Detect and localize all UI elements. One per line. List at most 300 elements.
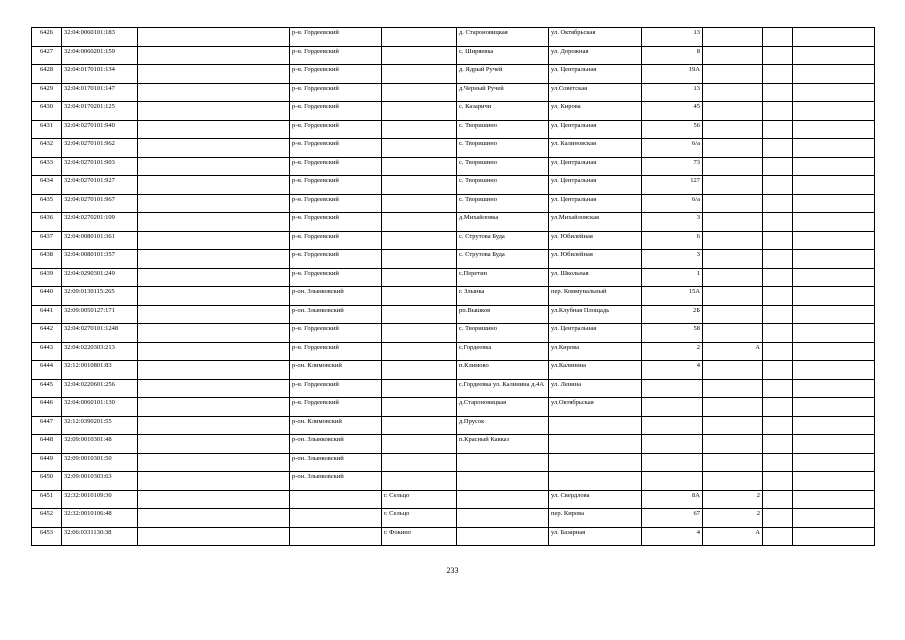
extra-cell — [763, 213, 793, 232]
house-number-cell: 13 — [642, 28, 703, 47]
locality-cell: д.Михайловка — [457, 213, 549, 232]
city-cell — [382, 361, 457, 380]
empty-cell — [793, 194, 875, 213]
extra-cell — [703, 157, 763, 176]
extra-cell — [763, 527, 793, 546]
table-row — [32, 194, 875, 213]
table-row — [32, 453, 875, 472]
row-number-cell: 6433 — [32, 157, 62, 176]
extra-cell — [763, 342, 793, 361]
cadastral-number-cell: 32:12:0390201:55 — [62, 416, 138, 435]
street-cell: ул. Центральная — [549, 194, 642, 213]
row-number-cell: 6429 — [32, 83, 62, 102]
locality-cell: с. Творишино — [457, 120, 549, 139]
house-number-cell: 1 — [642, 268, 703, 287]
cadastral-number-cell: 32:04:0060201:159 — [62, 46, 138, 65]
house-number-cell — [642, 453, 703, 472]
empty-cell — [138, 379, 290, 398]
empty-cell — [138, 102, 290, 121]
extra-cell: 2 — [703, 509, 763, 528]
empty-cell — [793, 435, 875, 454]
table-row — [32, 472, 875, 491]
empty-cell — [793, 102, 875, 121]
table-row — [32, 176, 875, 195]
empty-cell — [138, 416, 290, 435]
cadastral-number-cell: 32:04:0220601:256 — [62, 379, 138, 398]
cadastral-number-cell: 32:32:0010109:30 — [62, 490, 138, 509]
house-number-cell: 45 — [642, 102, 703, 121]
extra-cell — [703, 268, 763, 287]
house-number-cell: 2 — [642, 342, 703, 361]
empty-cell — [138, 490, 290, 509]
empty-cell — [793, 46, 875, 65]
cadastral-number-cell: 32:32:0010106:48 — [62, 509, 138, 528]
extra-cell — [703, 472, 763, 491]
street-cell: ул.Михайловская — [549, 213, 642, 232]
row-number-cell: 6446 — [32, 398, 62, 417]
city-cell — [382, 46, 457, 65]
table-row — [32, 120, 875, 139]
table-row — [32, 83, 875, 102]
locality-cell: с.Перетин — [457, 268, 549, 287]
extra-cell — [703, 416, 763, 435]
extra-cell — [703, 120, 763, 139]
table-row — [32, 509, 875, 528]
row-number-cell: 6430 — [32, 102, 62, 121]
property-register-table — [31, 27, 875, 546]
table-row — [32, 398, 875, 417]
table-row — [32, 268, 875, 287]
table-row — [32, 102, 875, 121]
empty-cell — [138, 176, 290, 195]
row-number-cell: 6431 — [32, 120, 62, 139]
empty-cell — [138, 46, 290, 65]
district-cell — [290, 490, 382, 509]
street-cell: пер. Коммунальный — [549, 287, 642, 306]
house-number-cell: 4 — [642, 527, 703, 546]
locality-cell: с. Творишино — [457, 139, 549, 158]
extra-cell — [703, 83, 763, 102]
row-number-cell: 6438 — [32, 250, 62, 269]
row-number-cell: 6436 — [32, 213, 62, 232]
cadastral-number-cell: 32:04:0270201:109 — [62, 213, 138, 232]
row-number-cell: 6447 — [32, 416, 62, 435]
empty-cell — [793, 398, 875, 417]
house-number-cell: 2Б — [642, 305, 703, 324]
house-number-cell: 3 — [642, 213, 703, 232]
street-cell: ул. Базарная — [549, 527, 642, 546]
locality-cell: с. Творишино — [457, 176, 549, 195]
district-cell: р-н. Гордеевский — [290, 157, 382, 176]
cadastral-number-cell: 32:04:0170101:147 — [62, 83, 138, 102]
table-row — [32, 379, 875, 398]
empty-cell — [138, 83, 290, 102]
district-cell: р-н. Гордеевский — [290, 28, 382, 47]
city-cell — [382, 176, 457, 195]
extra-cell — [763, 28, 793, 47]
district-cell — [290, 509, 382, 528]
house-number-cell — [642, 472, 703, 491]
street-cell — [549, 435, 642, 454]
city-cell — [382, 102, 457, 121]
empty-cell — [793, 287, 875, 306]
cadastral-number-cell: 32:09:0010301:48 — [62, 435, 138, 454]
empty-cell — [138, 305, 290, 324]
locality-cell: п.Климово — [457, 361, 549, 380]
empty-cell — [793, 472, 875, 491]
house-number-cell: 127 — [642, 176, 703, 195]
extra-cell — [763, 472, 793, 491]
empty-cell — [793, 28, 875, 47]
city-cell — [382, 231, 457, 250]
extra-cell — [763, 65, 793, 84]
extra-cell — [703, 379, 763, 398]
locality-cell: с. Творишино — [457, 324, 549, 343]
house-number-cell: 56 — [642, 120, 703, 139]
locality-cell: с. Ширяевка — [457, 46, 549, 65]
empty-cell — [793, 250, 875, 269]
extra-cell — [703, 46, 763, 65]
house-number-cell: 6/а — [642, 194, 703, 213]
cadastral-number-cell: 32:04:0170101:134 — [62, 65, 138, 84]
extra-cell — [763, 83, 793, 102]
empty-cell — [138, 268, 290, 287]
table-row — [32, 46, 875, 65]
locality-cell — [457, 490, 549, 509]
house-number-cell: 3 — [642, 250, 703, 269]
city-cell: г. Фокино — [382, 527, 457, 546]
extra-cell — [703, 65, 763, 84]
empty-cell — [138, 213, 290, 232]
empty-cell — [138, 231, 290, 250]
city-cell — [382, 65, 457, 84]
street-cell: ул.Клубная Площадь — [549, 305, 642, 324]
table-row — [32, 527, 875, 546]
district-cell: р-н. Гордеевский — [290, 194, 382, 213]
empty-cell — [138, 28, 290, 47]
locality-cell — [457, 509, 549, 528]
house-number-cell — [642, 379, 703, 398]
street-cell — [549, 472, 642, 491]
street-cell: ул.Калинина — [549, 361, 642, 380]
empty-cell — [138, 342, 290, 361]
street-cell: ул. Центральная — [549, 65, 642, 84]
cadastral-number-cell: 32:04:0270101:927 — [62, 176, 138, 195]
city-cell — [382, 416, 457, 435]
extra-cell — [703, 102, 763, 121]
district-cell: р-н. Гордеевский — [290, 83, 382, 102]
district-cell: р-н. Гордеевский — [290, 398, 382, 417]
city-cell — [382, 398, 457, 417]
locality-cell: г. Злынка — [457, 287, 549, 306]
table-row — [32, 65, 875, 84]
extra-cell — [763, 453, 793, 472]
empty-cell — [793, 231, 875, 250]
empty-cell — [793, 139, 875, 158]
city-cell: г. Сельцо — [382, 509, 457, 528]
house-number-cell: 13 — [642, 83, 703, 102]
empty-cell — [793, 305, 875, 324]
street-cell: ул. Центральная — [549, 324, 642, 343]
empty-cell — [138, 194, 290, 213]
cadastral-number-cell: 32:04:0270101:1248 — [62, 324, 138, 343]
house-number-cell: 15А — [642, 287, 703, 306]
extra-cell — [763, 139, 793, 158]
row-number-cell: 6444 — [32, 361, 62, 380]
table-row — [32, 435, 875, 454]
district-cell: р-н. Гордеевский — [290, 102, 382, 121]
table-row — [32, 416, 875, 435]
extra-cell — [703, 213, 763, 232]
district-cell: р-он. Климовский — [290, 361, 382, 380]
district-cell: р-он. Злынковский — [290, 472, 382, 491]
street-cell: ул.Кирова — [549, 342, 642, 361]
table-body — [32, 28, 875, 546]
extra-cell — [703, 139, 763, 158]
empty-cell — [138, 65, 290, 84]
extra-cell — [763, 416, 793, 435]
extra-cell — [763, 231, 793, 250]
locality-cell: с. Казаричи — [457, 102, 549, 121]
empty-cell — [793, 342, 875, 361]
empty-cell — [138, 250, 290, 269]
street-cell: ул. Октябрьская — [549, 28, 642, 47]
street-cell — [549, 453, 642, 472]
row-number-cell: 6432 — [32, 139, 62, 158]
street-cell: ул.Советская — [549, 83, 642, 102]
extra-cell — [763, 435, 793, 454]
extra-cell — [703, 453, 763, 472]
street-cell: ул.Октябрьская — [549, 398, 642, 417]
empty-cell — [793, 361, 875, 380]
empty-cell — [138, 435, 290, 454]
table-row — [32, 250, 875, 269]
house-number-cell: 8 — [642, 46, 703, 65]
cadastral-number-cell: 32:09:0130115:265 — [62, 287, 138, 306]
row-number-cell: 6428 — [32, 65, 62, 84]
district-cell: р-он. Злынковский — [290, 453, 382, 472]
locality-cell: д.Староновицкая — [457, 398, 549, 417]
extra-cell — [763, 324, 793, 343]
table-row — [32, 490, 875, 509]
row-number-cell: 6427 — [32, 46, 62, 65]
row-number-cell: 6450 — [32, 472, 62, 491]
extra-cell — [703, 305, 763, 324]
empty-cell — [138, 453, 290, 472]
house-number-cell — [642, 416, 703, 435]
empty-cell — [793, 157, 875, 176]
table-row — [32, 157, 875, 176]
city-cell — [382, 250, 457, 269]
table-row — [32, 342, 875, 361]
table-row — [32, 213, 875, 232]
empty-cell — [793, 509, 875, 528]
house-number-cell: 19А — [642, 65, 703, 84]
city-cell — [382, 139, 457, 158]
city-cell — [382, 83, 457, 102]
row-number-cell: 6442 — [32, 324, 62, 343]
extra-cell — [763, 361, 793, 380]
empty-cell — [793, 65, 875, 84]
cadastral-number-cell: 32:04:0270101:940 — [62, 120, 138, 139]
city-cell — [382, 28, 457, 47]
district-cell: р-он. Злынковский — [290, 435, 382, 454]
street-cell: пер. Кирова — [549, 509, 642, 528]
street-cell: ул. Свердлова — [549, 490, 642, 509]
empty-cell — [793, 83, 875, 102]
table-row — [32, 361, 875, 380]
street-cell — [549, 416, 642, 435]
empty-cell — [138, 509, 290, 528]
district-cell: р-н. Гордеевский — [290, 176, 382, 195]
extra-cell — [703, 361, 763, 380]
cadastral-number-cell: 32:04:0220303:213 — [62, 342, 138, 361]
extra-cell — [763, 157, 793, 176]
table-row — [32, 231, 875, 250]
street-cell: ул. Юбилейная — [549, 250, 642, 269]
cadastral-number-cell: 32:04:0290301:249 — [62, 268, 138, 287]
extra-cell — [703, 28, 763, 47]
extra-cell — [703, 398, 763, 417]
district-cell — [290, 527, 382, 546]
house-number-cell: 73 — [642, 157, 703, 176]
district-cell: р-н. Гордеевский — [290, 250, 382, 269]
extra-cell — [703, 176, 763, 195]
cadastral-number-cell: 32:04:0080101:361 — [62, 231, 138, 250]
extra-cell — [763, 250, 793, 269]
empty-cell — [138, 527, 290, 546]
empty-cell — [138, 361, 290, 380]
locality-cell — [457, 472, 549, 491]
district-cell: р-н. Гордеевский — [290, 213, 382, 232]
locality-cell: с. Творишино — [457, 157, 549, 176]
district-cell: р-он. Злынковский — [290, 287, 382, 306]
extra-cell — [703, 194, 763, 213]
cadastral-number-cell: 32:04:0080101:357 — [62, 250, 138, 269]
empty-cell — [793, 527, 875, 546]
city-cell: г. Сельцо — [382, 490, 457, 509]
empty-cell — [138, 120, 290, 139]
extra-cell — [763, 176, 793, 195]
city-cell — [382, 453, 457, 472]
street-cell: ул. Центральная — [549, 157, 642, 176]
cadastral-number-cell: 32:09:0010301:50 — [62, 453, 138, 472]
city-cell — [382, 194, 457, 213]
row-number-cell: 6449 — [32, 453, 62, 472]
table-row — [32, 139, 875, 158]
locality-cell: с. Струтова Буда — [457, 231, 549, 250]
row-number-cell: 6435 — [32, 194, 62, 213]
empty-cell — [793, 324, 875, 343]
cadastral-number-cell: 32:12:0010801:83 — [62, 361, 138, 380]
city-cell — [382, 268, 457, 287]
city-cell — [382, 305, 457, 324]
row-number-cell: 6434 — [32, 176, 62, 195]
district-cell: р-он. Злынковский — [290, 305, 382, 324]
extra-cell — [703, 435, 763, 454]
extra-cell — [763, 268, 793, 287]
row-number-cell: 6452 — [32, 509, 62, 528]
locality-cell: д.Черный Ручей — [457, 83, 549, 102]
table-row — [32, 287, 875, 306]
empty-cell — [793, 176, 875, 195]
district-cell: р-н. Гордеевский — [290, 342, 382, 361]
extra-cell — [763, 509, 793, 528]
district-cell: р-н. Гордеевский — [290, 268, 382, 287]
locality-cell — [457, 453, 549, 472]
locality-cell: п.Красный Кавказ — [457, 435, 549, 454]
cadastral-number-cell: 32:04:0270101:903 — [62, 157, 138, 176]
cadastral-number-cell: 32:04:0060101:130 — [62, 398, 138, 417]
locality-cell — [457, 527, 549, 546]
locality-cell: д. Ядрый Ручей — [457, 65, 549, 84]
empty-cell — [138, 324, 290, 343]
house-number-cell: 6 — [642, 231, 703, 250]
house-number-cell: 58 — [642, 324, 703, 343]
city-cell — [382, 379, 457, 398]
locality-cell: д. Староновицкая — [457, 28, 549, 47]
empty-cell — [138, 472, 290, 491]
street-cell: ул. Калиновская — [549, 139, 642, 158]
locality-cell: д.Прусок — [457, 416, 549, 435]
row-number-cell: 6440 — [32, 287, 62, 306]
district-cell: р-н. Гордеевский — [290, 324, 382, 343]
empty-cell — [793, 416, 875, 435]
extra-cell — [763, 194, 793, 213]
street-cell: ул. Центральная — [549, 120, 642, 139]
extra-cell — [763, 379, 793, 398]
extra-cell — [703, 324, 763, 343]
house-number-cell: 4 — [642, 361, 703, 380]
cadastral-number-cell: 32:04:0270101:967 — [62, 194, 138, 213]
street-cell: ул. Кирова — [549, 102, 642, 121]
city-cell — [382, 342, 457, 361]
city-cell — [382, 120, 457, 139]
empty-cell — [138, 157, 290, 176]
extra-cell: 2 — [703, 490, 763, 509]
empty-cell — [793, 490, 875, 509]
extra-cell — [763, 305, 793, 324]
row-number-cell: 6445 — [32, 379, 62, 398]
cadastral-number-cell: 32:04:0060101:183 — [62, 28, 138, 47]
table-row — [32, 28, 875, 47]
house-number-cell — [642, 398, 703, 417]
district-cell: р-н. Гордеевский — [290, 139, 382, 158]
locality-cell: с.Гордеевка ул. Калинина д.4А — [457, 379, 549, 398]
house-number-cell — [642, 435, 703, 454]
row-number-cell: 6437 — [32, 231, 62, 250]
district-cell: р-н. Гордеевский — [290, 46, 382, 65]
city-cell — [382, 324, 457, 343]
extra-cell — [763, 46, 793, 65]
city-cell — [382, 157, 457, 176]
street-cell: ул. Дорожная — [549, 46, 642, 65]
empty-cell — [793, 268, 875, 287]
extra-cell: А — [703, 527, 763, 546]
row-number-cell: 6441 — [32, 305, 62, 324]
house-number-cell: 8А — [642, 490, 703, 509]
house-number-cell: 67 — [642, 509, 703, 528]
street-cell: ул. Школьная — [549, 268, 642, 287]
cadastral-number-cell: 32:04:0170201:125 — [62, 102, 138, 121]
empty-cell — [793, 120, 875, 139]
row-number-cell: 6439 — [32, 268, 62, 287]
district-cell: р-н. Гордеевский — [290, 379, 382, 398]
row-number-cell: 6453 — [32, 527, 62, 546]
table-row — [32, 305, 875, 324]
city-cell — [382, 213, 457, 232]
extra-cell — [763, 398, 793, 417]
